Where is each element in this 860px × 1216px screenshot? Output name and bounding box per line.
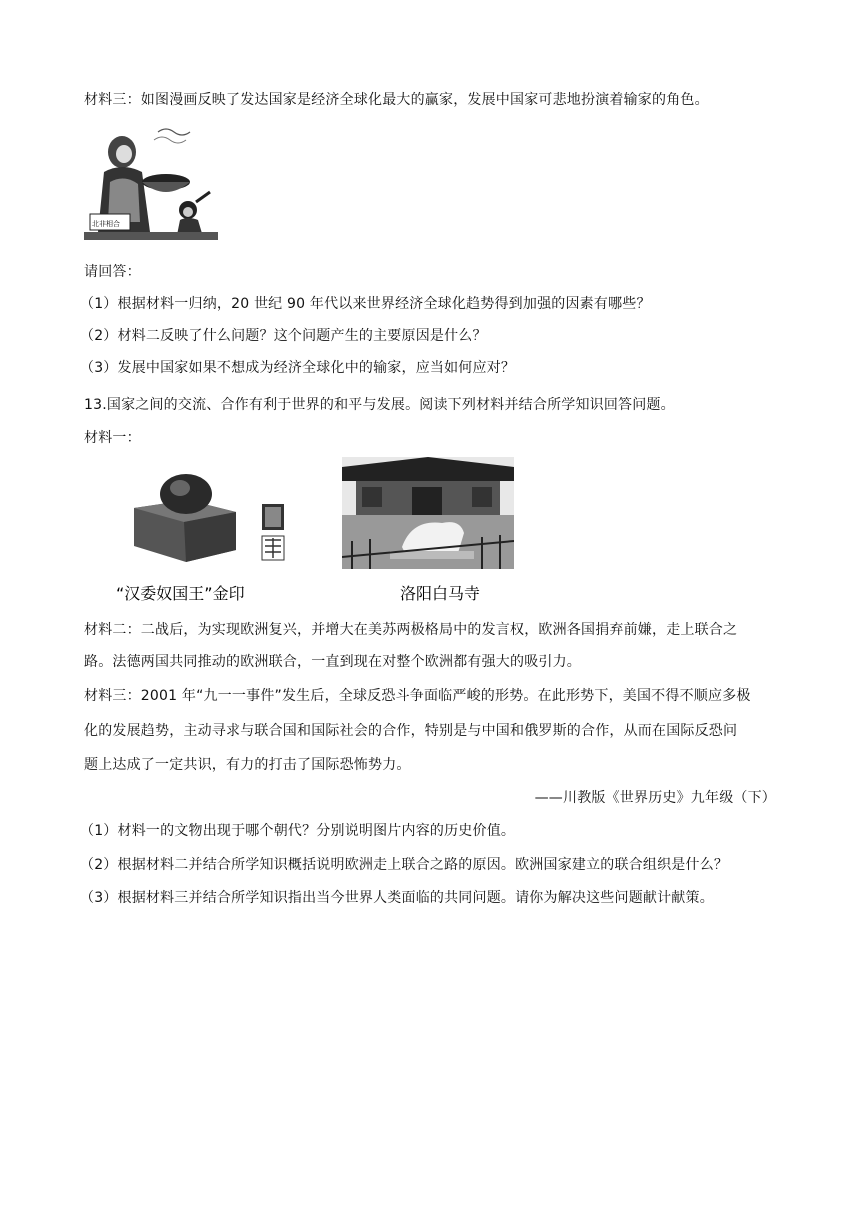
material3-line-2: 化的发展趋势，主动寻求与联合国和国际社会的合作，特别是与中国和俄罗斯的合作，从而在国际反恐问 [84, 723, 738, 739]
gold-seal-image [128, 460, 288, 564]
q13-item-2: （2）根据材料二并结合所学知识概括说明欧洲走上联合之路的原因。欧洲国家建立的联合组织是什么？ [80, 857, 729, 873]
q12-item-1: （1）根据材料一归纳，20 世纪 90 年代以来世界经济全球化趋势得到加强的因素有哪些？ [80, 296, 651, 312]
cartoon-sign-text: 北非相合 [92, 220, 120, 228]
prompt-text: 请回答： [84, 264, 141, 280]
material2-line-2: 路。法德两国共同推动的欧洲联合，一直到现在对整个欧洲都有强大的吸引力。 [84, 654, 581, 670]
cartoon-image [84, 122, 218, 240]
material3-line-3: 题上达成了一定共识，有力的打击了国际恐怖势力。 [84, 757, 411, 773]
material3-intro: 材料三：如图漫画反映了发达国家是经济全球化最大的赢家，发展中国家可悲地扮演着输家的角色。 [84, 92, 709, 108]
material2-line-1: 材料二：二战后，为实现欧洲复兴，并增大在美苏两极格局中的发言权，欧洲各国捐弃前嫌，走上联合之 [84, 622, 738, 638]
material3-line-1: 材料三：2001 年“九一一事件”发生后，全球反恐斗争面临严峻的形势。在此形势下，美国不得不顺应多极 [84, 688, 751, 704]
white-horse-temple-image [342, 457, 514, 569]
seal-caption: “汉委奴国王”金印 [116, 584, 245, 603]
q12-item-3: （3）发展中国家如果不想成为经济全球化中的输家，应当如何应对？ [80, 360, 516, 376]
q13-item-3: （3）根据材料三并结合所学知识指出当今世界人类面临的共同问题。请你为解决这些问题献计献策。 [80, 890, 714, 906]
q13-item-1: （1）材料一的文物出现于哪个朝代？分别说明图片内容的历史价值。 [80, 823, 516, 839]
source-citation: ——川教版《世界历史》九年级（下） [534, 790, 776, 806]
question-13-title: 13.国家之间的交流、合作有利于世界的和平与发展。阅读下列材料并结合所学知识回答问题。 [84, 397, 675, 413]
q12-item-2: （2）材料二反映了什么问题？这个问题产生的主要原因是什么？ [80, 328, 487, 344]
temple-caption: 洛阳白马寺 [400, 584, 481, 603]
material1-label: 材料一： [84, 430, 141, 446]
